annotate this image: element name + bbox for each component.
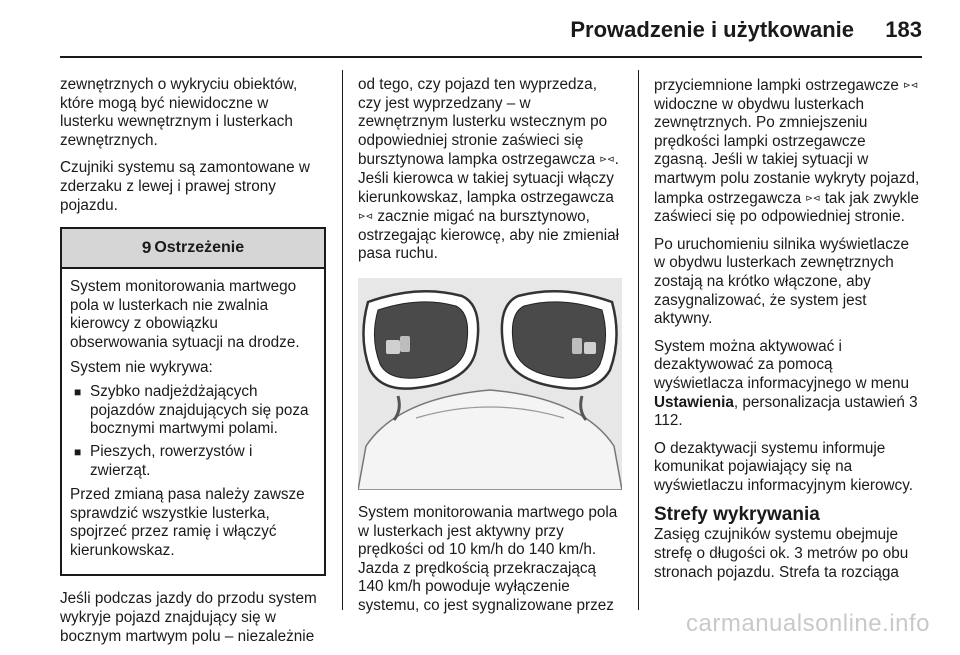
blind-spot-symbol-icon: ⊳⊲: [805, 192, 821, 203]
header-title: Prowadzenie i użytkowanie: [570, 17, 854, 42]
col3-paragraph-5: Zasięg czujników systemu obejmuje strefę o długości ok. 3 metrów po obu stronach pojazdu. Strefa ta rozciąga: [654, 526, 909, 581]
column-divider-1: [342, 70, 343, 610]
section-heading: Strefy wykrywania: [654, 504, 820, 526]
col1-paragraph-1: zewnętrznych o wykryciu obiektów, które mogą być niewidoczne w lusterku wewnętrznym i lusterkach zewnętrznych.: [60, 76, 298, 149]
mirror-illustration: [358, 278, 622, 490]
col2-text: zacznie migać na bursztynowo, ostrzegając kierowcę, aby nie zmieniał pasa ruchu.: [358, 208, 620, 263]
col2-text: od tego, czy pojazd ten wyprzedza, czy jest wyprzedzany – w zewnętrznym lusterku wstecznym po odpowiedniej stronie zaświeci się bursztynowa lampka ostrzegawcza: [358, 76, 608, 169]
col3-text: , personalizacja ustawień: [733, 393, 905, 411]
warning-header: [62, 229, 324, 269]
col3-text: widoczne w obydwu lusterkach zewnętrznych. Po zmniejszeniu prędkości lampki ostrzegawcze zgasną. Jeśli w takiej sytuacji w martwym polu zostanie wykryty pojazd, lampka ostrzegawcza: [654, 95, 920, 207]
col3-paragraph-2: Po uruchomieniu silnika wyświetlacze w obydwu lusterkach zewnętrznych zostają na krótko włączone, aby zasygnalizować, że system jest aktywny.: [654, 235, 910, 328]
col2-paragraph-2: System monitorowania martwego pola w lusterkach jest aktywny przy prędkości od 10 km/h do 140 km/h. Jazda z prędkością przekraczającą 140 km/h powoduje wyłączenie systemu, co jest sygnalizowane przez: [358, 503, 618, 614]
warning-bullet: ■ Szybko nadjeżdżających pojazdów znajdujących się poza bocznymi martwymi polami.: [70, 383, 316, 439]
column-3: [654, 76, 922, 591]
warning-paragraph-1: System monitorowania martwego pola w lusterkach nie zwalnia kierowcy z obowiązku obserwowania sytuacji na drodze.: [70, 278, 300, 351]
col3-text: tak jak zwykle zaświeci się po odpowiedniej stronie.: [654, 189, 920, 226]
warning-body: [62, 269, 324, 574]
col2-text: . Jeśli kierowca w takiej sytuacji włączy kierunkowskaz, lampka ostrzegawcza: [358, 151, 619, 206]
col3-paragraph-4: O dezaktywacji systemu informuje komunikat pojawiający się na wyświetlaczu informacyjnym kierowcy.: [654, 439, 913, 494]
warning-title: Ostrzeżenie: [154, 238, 245, 256]
mirrors-drawing: [358, 278, 622, 490]
blind-spot-symbol-icon: ⊳⊲: [599, 154, 615, 165]
column-1: [60, 76, 326, 655]
page-number: 183: [885, 17, 922, 42]
header-divider: [60, 56, 922, 58]
col1-paragraph-3: Jeśli podczas jazdy do przodu system wykryje pojazd znajdujący się w bocznym martwym polu – niezależnie: [60, 590, 317, 645]
settings-menu-name: Ustawienia: [654, 393, 734, 411]
col3-text: przyciemnione lampki ostrzegawcze: [654, 77, 899, 94]
column-2: [358, 76, 622, 625]
warning-paragraph-3: Przed zmianą pasa należy zawsze sprawdzić wszystkie lusterka, spojrzeć przez ramię i włączyć kierunkowskaz.: [70, 486, 305, 559]
warning-box: [60, 227, 326, 576]
col3-paragraph-1: [654, 76, 922, 227]
warning-bullet-list: [70, 383, 316, 480]
page-reference: 3 112.: [654, 393, 918, 430]
blind-spot-symbol-icon: ⊳⊲: [358, 211, 374, 222]
watermark: carmanualsonline.info: [686, 610, 930, 637]
column-divider-2: [638, 70, 639, 610]
warning-triangle-icon: 9: [141, 237, 152, 257]
page-header: [0, 0, 960, 60]
blind-spot-symbol-icon: ⊳⊲: [903, 80, 919, 90]
warning-paragraph-2: System nie wykrywa:: [70, 358, 213, 376]
col1-paragraph-2: Czujniki systemu są zamontowane w zderzaku z lewej i prawej strony pojazdu.: [60, 159, 310, 214]
col2-paragraph-1: [358, 76, 622, 264]
warning-bullet: ■ Pieszych, rowerzystów i zwierząt.: [70, 443, 316, 480]
col3-paragraph-3: [654, 338, 922, 431]
col3-text: System można aktywować i dezaktywować za pomocą wyświetlacza informacyjnego w menu: [654, 337, 910, 392]
